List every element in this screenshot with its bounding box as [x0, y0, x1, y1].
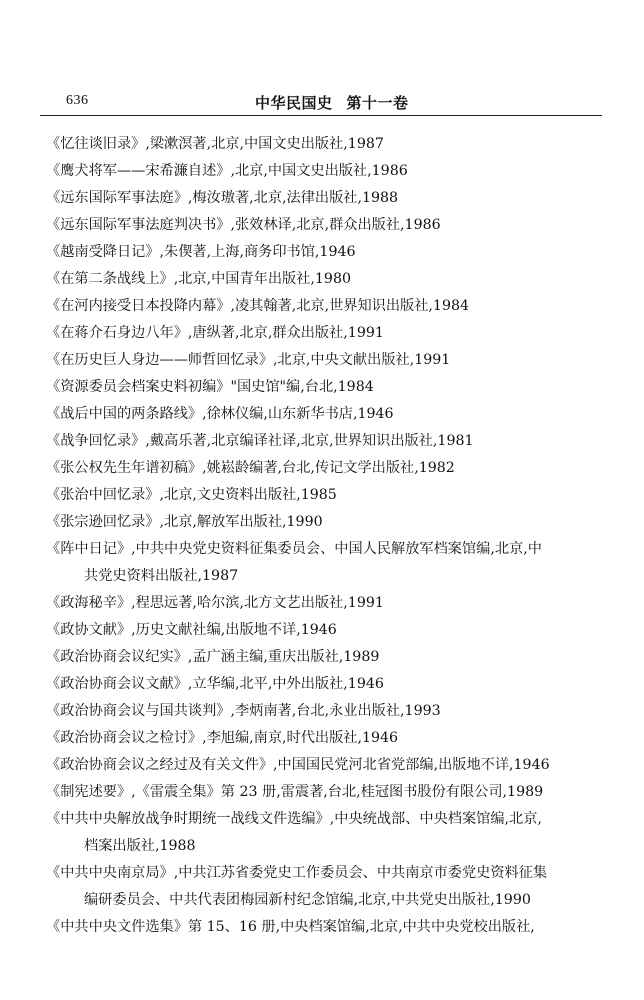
bibliography-entry: [46, 131, 586, 158]
bibliography-entry: [46, 590, 586, 617]
running-head: [255, 92, 409, 113]
entry-line: 《在历史巨人身边——师哲回忆录》,北京,中央文献出版社,1991: [46, 352, 451, 368]
entry-line: 《在蒋介石身边八年》,唐纵著,北京,群众出版社,1991: [46, 325, 384, 341]
entry-line: 《远东国际军事法庭》,梅汝璈著,北京,法律出版社,1988: [46, 190, 399, 206]
bibliography-entry: [46, 752, 586, 779]
entry-line: 《越南受降日记》,朱偰著,上海,商务印书馆,1946: [46, 244, 356, 260]
bibliography-entry: [46, 320, 586, 347]
volume-label: 第十一卷: [346, 94, 409, 112]
bibliography-entry: [46, 185, 586, 212]
bibliography-entry: [46, 725, 586, 752]
entry-line: 《中共中央文件选集》第 15、16 册,中央档案馆编,北京,中共中央党校出版社,: [46, 919, 535, 935]
bibliography-entry: [46, 671, 586, 698]
bibliography-list: [46, 131, 586, 941]
entry-line: 《政治协商会议文献》,立华编,北平,中外出版社,1946: [46, 676, 384, 692]
bibliography-entry: [46, 509, 586, 536]
entry-line: 《战后中国的两条路线》,徐林仪编,山东新华书店,1946: [46, 406, 394, 422]
page-number: 636: [66, 93, 89, 108]
entry-line: 《战争回忆录》,戴高乐著,北京编译社译,北京,世界知识出版社,1981: [46, 433, 474, 449]
entry-line: 《中共中央解放战争时期统一战线文件选编》,中央统战部、中央档案馆编,北京,: [46, 811, 542, 827]
entry-line: 《鹰犬将军——宋希濂自述》,北京,中国文史出版社,1986: [46, 163, 408, 179]
bibliography-entry: [46, 158, 586, 185]
bibliography-entry: [46, 536, 586, 590]
bibliography-entry: [46, 428, 586, 455]
entry-line: 《在河内接受日本投降内幕》,凌其翰著,北京,世界知识出版社,1984: [46, 298, 470, 314]
entry-line: 《政治协商会议之检讨》,李旭编,南京,时代出版社,1946: [46, 730, 399, 746]
entry-line: 《中共中央南京局》,中共江苏省委党史工作委员会、中共南京市委党史资料征集: [46, 865, 548, 881]
page-header: [40, 93, 602, 116]
entry-line: 《制宪述要》,《雷震全集》第 23 册,雷震著,台北,桂冠图书股份有限公司,1989: [46, 784, 544, 800]
bibliography-entry: [46, 455, 586, 482]
bibliography-entry: [46, 239, 586, 266]
bibliography-entry: [46, 914, 586, 941]
bibliography-entry: [46, 860, 586, 914]
entry-line: 《张治中回忆录》,北京,文史资料出版社,1985: [46, 487, 337, 503]
entry-line: 《政海秘辛》,程思远著,哈尔滨,北方文艺出版社,1991: [46, 595, 384, 611]
bibliography-entry: [46, 212, 586, 239]
bibliography-entry: [46, 374, 586, 401]
bibliography-entry: [46, 266, 586, 293]
bibliography-entry: [46, 617, 586, 644]
entry-line: 《资源委员会档案史料初编》"国史馆"编,台北,1984: [46, 379, 374, 395]
bibliography-entry: [46, 293, 586, 320]
entry-line: 《政治协商会议之经过及有关文件》,中国国民党河北省党部编,出版地不详,1946: [46, 757, 550, 773]
entry-line: 《阵中日记》,中共中央党史资料征集委员会、中国人民解放军档案馆编,北京,中: [46, 541, 542, 557]
entry-line: 《政治协商会议与国共谈判》,李炳南著,台北,永业出版社,1993: [46, 703, 441, 719]
entry-line: 《政协文献》,历史文献社编,出版地不详,1946: [46, 622, 337, 638]
entry-continuation-line: 编研委员会、中共代表团梅园新村纪念馆编,北京,中共党史出版社,1990: [84, 892, 531, 908]
bibliography-entry: [46, 779, 586, 806]
entry-continuation-line: 共党史资料出版社,1987: [84, 568, 239, 584]
entry-line: 《张宗逊回忆录》,北京,解放军出版社,1990: [46, 514, 323, 530]
bibliography-entry: [46, 806, 586, 860]
book-title: 中华民国史: [255, 94, 333, 112]
bibliography-entry: [46, 644, 586, 671]
bibliography-entry: [46, 347, 586, 374]
entry-line: 《远东国际军事法庭判决书》,张效林译,北京,群众出版社,1986: [46, 217, 441, 233]
entry-line: 《忆往谈旧录》,梁漱溟著,北京,中国文史出版社,1987: [46, 136, 384, 152]
entry-line: 《在第二条战线上》,北京,中国青年出版社,1980: [46, 271, 352, 287]
bibliography-entry: [46, 698, 586, 725]
bibliography-entry: [46, 482, 586, 509]
entry-continuation-line: 档案出版社,1988: [84, 838, 196, 854]
bibliography-entry: [46, 401, 586, 428]
entry-line: 《政治协商会议纪实》,孟广涵主编,重庆出版社,1989: [46, 649, 380, 665]
entry-line: 《张公权先生年谱初稿》,姚崧龄编著,台北,传记文学出版社,1982: [46, 460, 455, 476]
